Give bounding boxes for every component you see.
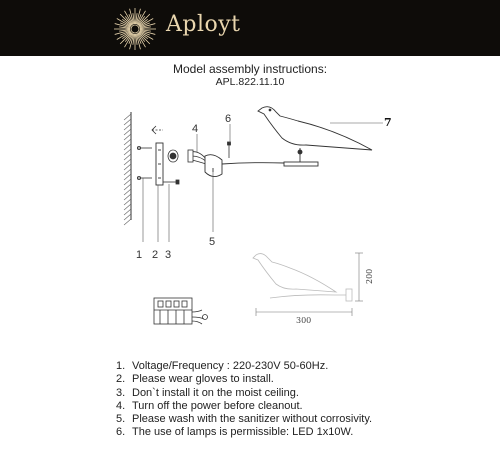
instruction-item <box>116 387 372 400</box>
callout-1: 1 <box>136 249 143 261</box>
callout-6: 6 <box>225 113 232 125</box>
dimension-height: 200 <box>365 268 374 284</box>
canopy-screw <box>228 142 231 158</box>
model-number: APL.822.11.10 <box>215 76 285 88</box>
instruction-number: 5. <box>116 413 126 426</box>
instruction-text: Voltage/Frequency : 220-230V 50-60Hz. <box>132 360 329 372</box>
instruction-number: 2. <box>116 373 126 386</box>
instruction-number: 3. <box>116 386 126 399</box>
bird-shade <box>258 107 372 150</box>
wall <box>124 112 131 225</box>
instructions-list <box>116 360 372 440</box>
dimension-view <box>253 254 352 301</box>
terminal-block <box>154 298 208 324</box>
instruction-item <box>116 400 372 413</box>
instruction-text: The use of lamps is permissible: LED 1x10W. <box>132 426 354 439</box>
callout-2: 2 <box>152 249 159 261</box>
instruction-item <box>116 413 372 426</box>
sunburst-logo-icon <box>112 6 158 52</box>
bracket-bolt <box>163 180 179 184</box>
instruction-item <box>116 360 372 373</box>
instruction-number: 6. <box>116 426 126 439</box>
lamp-arm <box>222 148 318 166</box>
canopy-body <box>205 155 222 177</box>
instruction-text: Turn off the power before cleanout. <box>132 399 303 412</box>
wall-screws <box>137 146 152 179</box>
callout-7: 7 <box>384 116 392 129</box>
callout-4: 4 <box>192 123 199 135</box>
instruction-text: Please wash with the sanitizer without corrosivity. <box>132 413 373 426</box>
document-title: Model assembly instructions: <box>172 62 328 76</box>
callout-5: 5 <box>209 236 216 248</box>
instruction-number: 1. <box>116 360 126 372</box>
brand-header <box>0 0 500 56</box>
dimension-lines <box>256 253 363 316</box>
wire-connector <box>168 150 207 164</box>
dimension-width: 300 <box>296 316 312 325</box>
callout-3: 3 <box>165 249 172 261</box>
assembly-diagram <box>0 90 500 350</box>
instruction-item <box>116 373 372 386</box>
instruction-text: Don`t install it on the moist ceiling. <box>132 386 299 399</box>
brand-name: Aployt <box>166 12 241 37</box>
direction-arrow <box>152 126 163 134</box>
instruction-item <box>116 426 372 439</box>
instruction-number: 4. <box>116 399 126 412</box>
mounting-bracket <box>156 143 163 185</box>
instruction-text: Please wear gloves to install. <box>132 373 274 386</box>
